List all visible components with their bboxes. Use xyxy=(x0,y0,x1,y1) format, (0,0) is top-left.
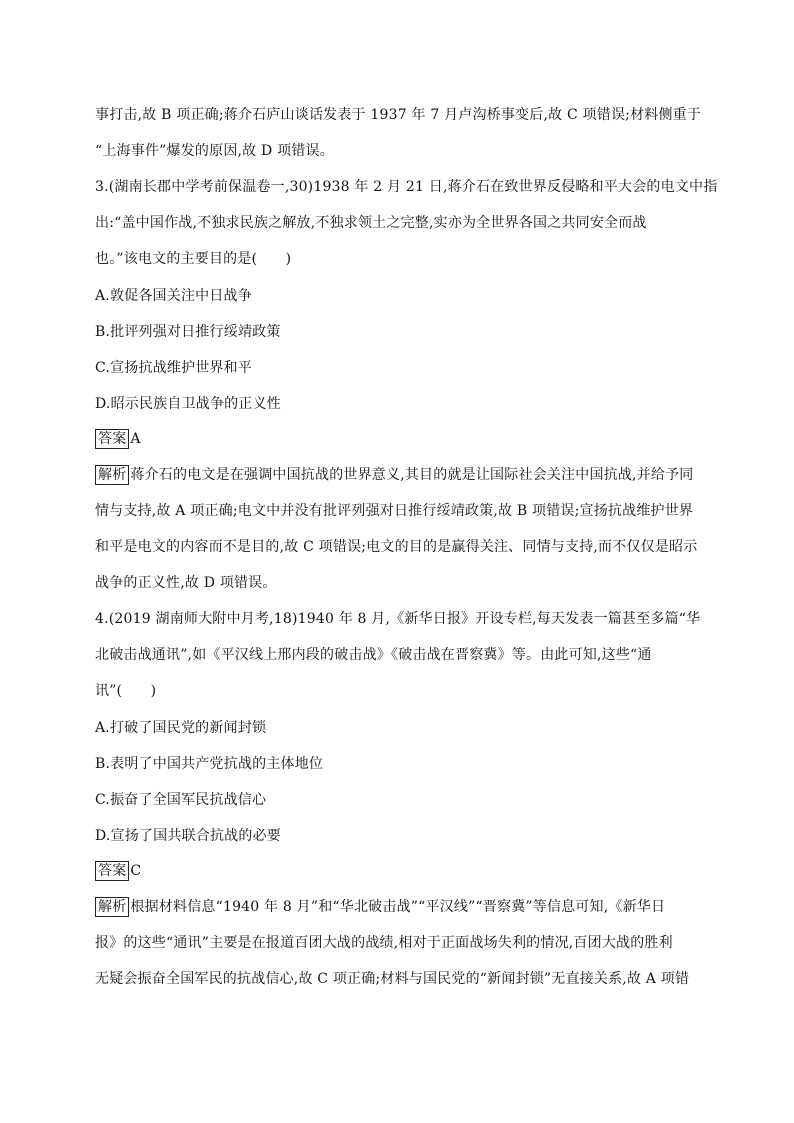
analysis-label: 解析 xyxy=(95,465,129,485)
q3-stem-line: 也。”该电文的主要目的是( ) xyxy=(95,251,292,267)
q3-analysis-line: 战争的正义性,故 D 项错误。 xyxy=(95,575,277,591)
q4-analysis-line: 无疑会振奋全国军民的抗战信心,故 C 项正确;材料与国民党的“新闻封锁”无直接关系,故 A 项错 xyxy=(95,971,690,987)
q3-stem-line: 出:“盖中国作战,不独求民族之解放,不独求领土之完整,实亦为全世界各国之共同安全而战 xyxy=(95,215,647,231)
intro-line: “上海事件”爆发的原因,故 D 项错误。 xyxy=(95,143,334,159)
q3-analysis-line xyxy=(95,465,715,485)
q4-answer xyxy=(95,861,715,881)
analysis-text: 蒋介石的电文是在强调中国抗战的世界意义,其目的就是让国际社会关注中国抗战,并给予同 xyxy=(130,467,694,483)
q3-stem-line: 3.(湖南长郡中学考前保温卷一,30)1938 年 2 月 21 日,蒋介石在致世界反侵略和平大会的电文中指 xyxy=(95,179,718,195)
q3-option-b: B.批评列强对日推行绥靖政策 xyxy=(95,324,281,340)
q4-stem-line: 北破击战通讯”,如《平汉线上邢内段的破击战》《破击战在晋察冀》等。由此可知,这些“通 xyxy=(95,647,652,663)
answer-value: A xyxy=(130,431,141,447)
q3-answer xyxy=(95,429,715,449)
q4-option-d: D.宣扬了国共联合抗战的必要 xyxy=(95,828,281,844)
q4-analysis-line xyxy=(95,897,715,917)
q3-option-c: C.宣扬抗战维护世界和平 xyxy=(95,360,253,376)
q4-analysis-line: 报》的这些“通讯”主要是在报道百团大战的战绩,相对于正面战场失利的情况,百团大战的胜利 xyxy=(95,935,673,951)
q3-option-d: D.昭示民族自卫战争的正义性 xyxy=(95,396,281,412)
q3-option-a: A.敦促各国关注中日战争 xyxy=(95,288,252,304)
q3-analysis-line: 情与支持,故 A 项正确;电文中并没有批评列强对日推行绥靖政策,故 B 项错误;宣扬抗战维护世界 xyxy=(95,503,694,519)
analysis-text: 根据材料信息“1940 年 8 月”和“华北破击战”“平汉线”“晋察冀”等信息可知,《新华日 xyxy=(130,899,666,915)
q4-option-c: C.振奋了全国军民抗战信心 xyxy=(95,792,267,808)
q4-stem-line: 4.(2019 湖南师大附中月考,18)1940 年 8 月,《新华日报》开设专栏,每天发表一篇甚至多篇“华 xyxy=(95,611,701,627)
q4-option-b: B.表明了中国共产党抗战的主体地位 xyxy=(95,756,324,772)
answer-label: 答案 xyxy=(95,429,129,449)
answer-label: 答案 xyxy=(95,861,129,881)
analysis-label: 解析 xyxy=(95,897,129,917)
q4-option-a: A.打破了国民党的新闻封锁 xyxy=(95,720,267,736)
intro-line: 事打击,故 B 项正确;蒋介石庐山谈话发表于 1937 年 7 月卢沟桥事变后,故 C 项错误;材料侧重于 xyxy=(95,107,702,123)
answer-value: C xyxy=(130,863,142,879)
q4-stem-line: 讯”( ) xyxy=(95,683,157,699)
q3-analysis-line: 和平是电文的内容而不是目的,故 C 项错误;电文的目的是赢得关注、同情与支持,而不仅仅是昭示 xyxy=(95,539,698,555)
